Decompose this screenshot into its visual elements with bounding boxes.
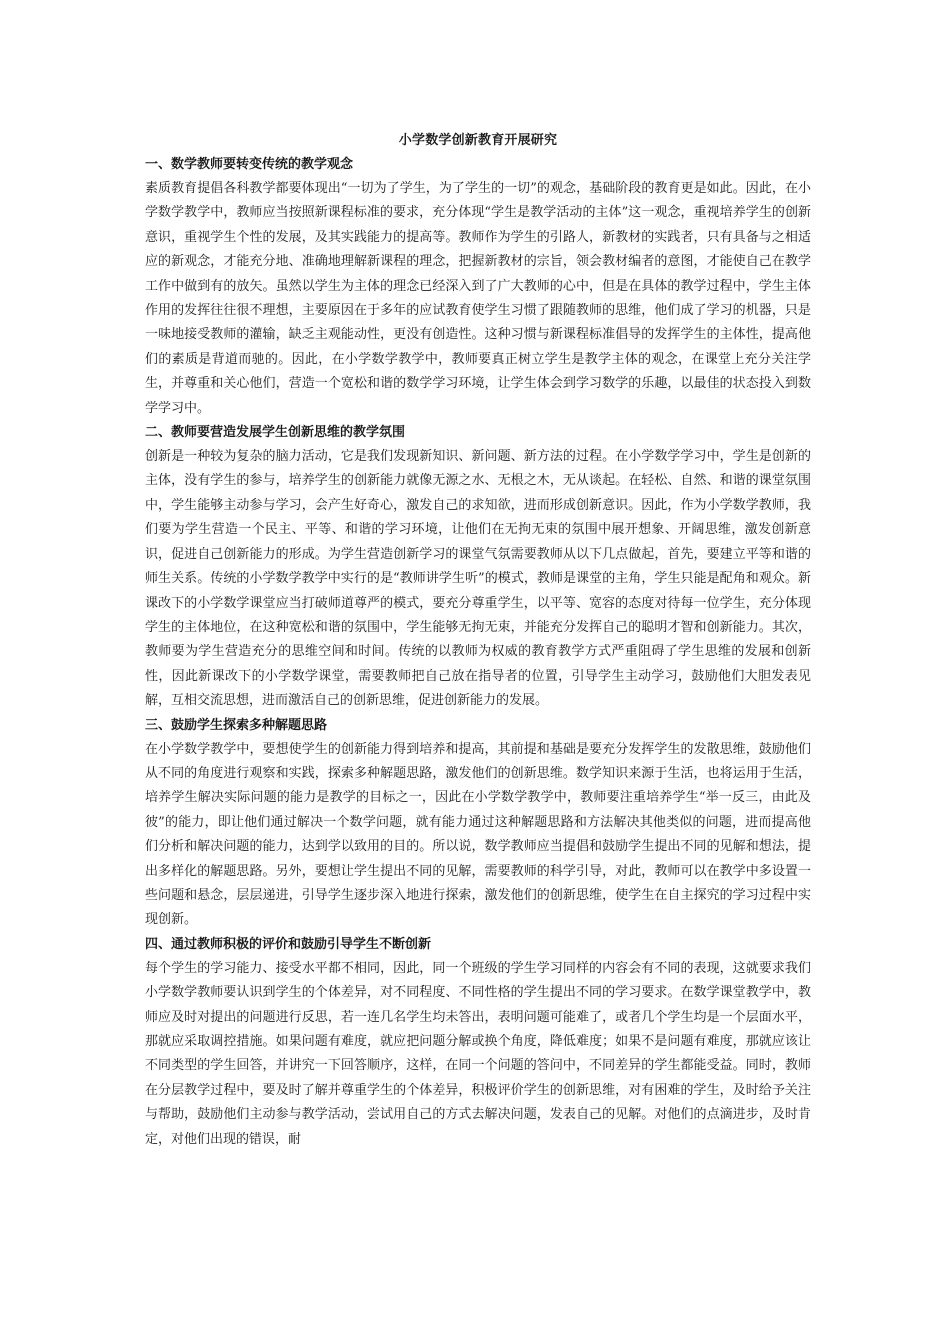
document-title: 小学数学创新教育开展研究 [398,133,558,148]
section-paragraph: 在小学数学教学中，要想使学生的创新能力得到培养和提高，其前提和基础是要充分发挥学生的发散思维，鼓励他们从不同的角度进行观察和实践，探索多种解题思路，激发他们的创新思维。数学知识来源于生活，也将运用于生活，培养学生解决实际问题的能力是教学的目标之一，因此在小学数学教学中，教师要注重培养学生“举一反三，由此及彼”的能力，即让他们通过解决一个数学问题，就有能力通过这种解题思路和方法解决其他类似的问题，进而提高他们分析和解决问题的能力，达到学以致用的目的。所以说，数学教师应当提倡和鼓励学生提出不同的见解和想法，提出多样化的解题思路。另外，要想让学生提出不同的见解，需要教师的科学引导，对此，教师可以在教学中多设置一些问题和悬念，层层递进，引导学生逐步深入地进行探索，激发他们的创新思维，使学生在自主探究的学习过程中实现创新。 [145,741,811,928]
section-2 [145,421,811,713]
section-3 [145,714,811,933]
section-paragraph: 每个学生的学习能力、接受水平都不相同，因此，同一个班级的学生学习同样的内容会有不同的表现，这就要求我们小学数学教师要认识到学生的个体差异，对不同程度、不同性格的学生提出不同的学习要求。在数学课堂教学中，教师应及时对提出的问题进行反思，若一连几名学生均未答出，表明问题可能难了，或者几个学生均是一个层面水平，那就应采取调控措施。如果问题有难度，就应把问题分解或换个角度，降低难度；如果不是问题有难度，那就应该让不同类型的学生回答，并讲究一下回答顺序，这样，在同一个问题的答问中，不同差异的学生都能受益。同时，教师在分层教学过程中，要及时了解并尊重学生的个体差异，积极评价学生的创新思维，对有困难的学生，及时给予关注与帮助，鼓励他们主动参与教学活动，尝试用自己的方式去解决问题，发表自己的见解。对他们的点滴进步，及时肯定，对他们出现的错误，耐 [145,960,811,1147]
section-paragraph: 素质教育提倡各科教学都要体现出“一切为了学生，为了学生的一切”的观念，基础阶段的教育更是如此。因此，在小学数学教学中，教师应当按照新课程标准的要求，充分体现“学生是教学活动的主体”这一观念，重视培养学生的创新意识，重视学生个性的发展，及其实践能力的提高等。教师作为学生的引路人，新教材的实践者，只有具备与之相适应的新观念，才能充分地、准确地理解新课程的理念，把握新教材的宗旨，领会教材编者的意图，才能使自己在教学工作中做到有的放矢。虽然以学生为主体的理念已经深入到了广大教师的心中，但是在具体的教学过程中，学生主体作用的发挥往往很不理想，主要原因在于多年的应试教育使学生习惯了跟随教师的思维，他们成了学习的机器，只是一味地接受教师的灌输，缺乏主观能动性，更没有创造性。这种习惯与新课程标准倡导的发挥学生的主体性，提高他们的素质是背道而驰的。因此，在小学数学教学中，教师要真正树立学生是教学主体的观念，在课堂上充分关注学生，并尊重和关心他们，营造一个宽松和谐的数学学习环境，让学生体会到学习数学的乐趣，以最佳的状态投入到数学学习中。 [145,181,811,416]
section-heading: 二、教师要营造发展学生创新思维的教学氛围 [145,425,406,441]
section-paragraph: 创新是一种较为复杂的脑力活动，它是我们发现新知识、新问题、新方法的过程。在小学数学学习中，学生是创新的主体，没有学生的参与，培养学生的创新能力就像无源之水、无根之木，无从谈起。在轻松、自然、和谐的课堂氛围中，学生能够主动参与学习，会产生好奇心，激发自己的求知欲，进而形成创新意识。因此，作为小学数学教师，我们要为学生营造一个民主、平等、和谐的学习环境，让他们在无拘无束的氛围中展开想象、开阔思维，激发创新意识，促进自己创新能力的形成。为学生营造创新学习的课堂气氛需要教师从以下几点做起，首先，要建立平等和谐的师生关系。传统的小学数学教学中实行的是“教师讲学生听”的模式，教师是课堂的主角，学生只能是配角和观众。新课改下的小学数学课堂应当打破师道尊严的模式，要充分尊重学生，以平等、宽容的态度对待每一位学生，充分体现学生的主体地位，在这种宽松和谐的氛围中，学生能够无拘无束，并能充分发挥自己的聪明才智和创新能力。其次，教师要为学生营造充分的思维空间和时间。传统的以教师为权威的教育教学方式严重阻碍了学生思维的发展和创新性，因此新课改下的小学数学课堂，需要教师把自己放在指导者的位置，引导学生主动学习，鼓励他们大胆发表见解，互相交流思想，进而激活自己的创新思维，促进创新能力的发展。 [145,449,811,709]
section-heading: 四、通过教师积极的评价和鼓励引导学生不断创新 [145,936,432,952]
section-heading: 一、数学教师要转变传统的教学观念 [145,157,354,172]
document-page [145,129,811,1152]
section-1 [145,153,811,421]
section-4 [145,933,811,1152]
section-heading: 三、鼓励学生探索多种解题思路 [145,717,328,733]
